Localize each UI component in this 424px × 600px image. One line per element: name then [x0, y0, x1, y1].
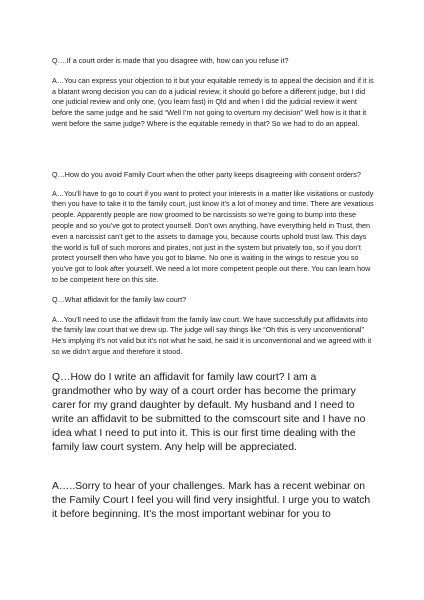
question-paragraph: Q…How do you avoid Family Court when the other party keeps disagreeing with consent orders?: [52, 169, 361, 179]
document-page: [52, 56, 374, 522]
answer-paragraph: A…You’ll have to go to court if you want to protect your interests in a matter like visitations or custody then you have to take it to the family court, just know it’s a lot of money and time. There are vexatious people. Apparently people are now groomed to be narcissists so we’re going to bump into these people and so you’ve got to protect yourself. Don’t own anything, have everything held in Trust, then even a narcissist can’t get to the assets to damage you, because courts uphold trust law. This days the world is full of such morons and pirates, not just in the system but privately too, so if you don’t protect yourself then who have you got to blame. No one is waiting in the wings to rescue you so you’ve got to look after yourself. We need a lot more competent people out there. You can learn how to be competent here on this site.: [52, 188, 374, 284]
question-paragraph: Q…What affidavit for the family law court?: [52, 294, 187, 304]
question-paragraph: Q….If a court order is made that you disagree with, how can you refuse it?: [52, 56, 289, 65]
answer-paragraph: A…You can express your objection to it but your equitable remedy is to appeal the decision and if it is a blatant wrong decision you can do a judicial review, it should go before a different judge, but I did one judicial review and only one, (you learn fast) in Qld and when I did the judicial review it went before the same judge and he said “Well I’m not going to overturn my decision” Well how is it that it went before the same judge? Where is the equitable remedy in that? So we had to do an appeal.: [52, 75, 374, 128]
large-print-section: [52, 371, 374, 522]
question-paragraph: Q…How do I write an affidavit for family law court? I am a grandmother who by way of a court order has become the primary carer for my grand daughter by default. My husband and I need to write an affidavit to be submitted to the comscourt site and I have no idea what I need to put into it. This is our first time dealing with the family law court system. Any help will be appreciated.: [52, 371, 366, 453]
small-print-section: [52, 56, 374, 358]
answer-paragraph: A…..Sorry to hear of your challenges. Mark has a recent webinar on the Family Court I feel you will find very insightful. I urge you to watch it before beginning. It’s the most important webinar for you to: [52, 480, 371, 520]
answer-paragraph: A…You’ll need to use the affidavit from the family law court. We have successfully put affidavits into the family law court that we drew up. The judge will say things like “Oh this is very unconventional” He’s implying it’s not valid but it’s not what he said, he said it is unconventional and we agreed with it so we didn’t argue and therefore it stood.: [52, 314, 372, 356]
